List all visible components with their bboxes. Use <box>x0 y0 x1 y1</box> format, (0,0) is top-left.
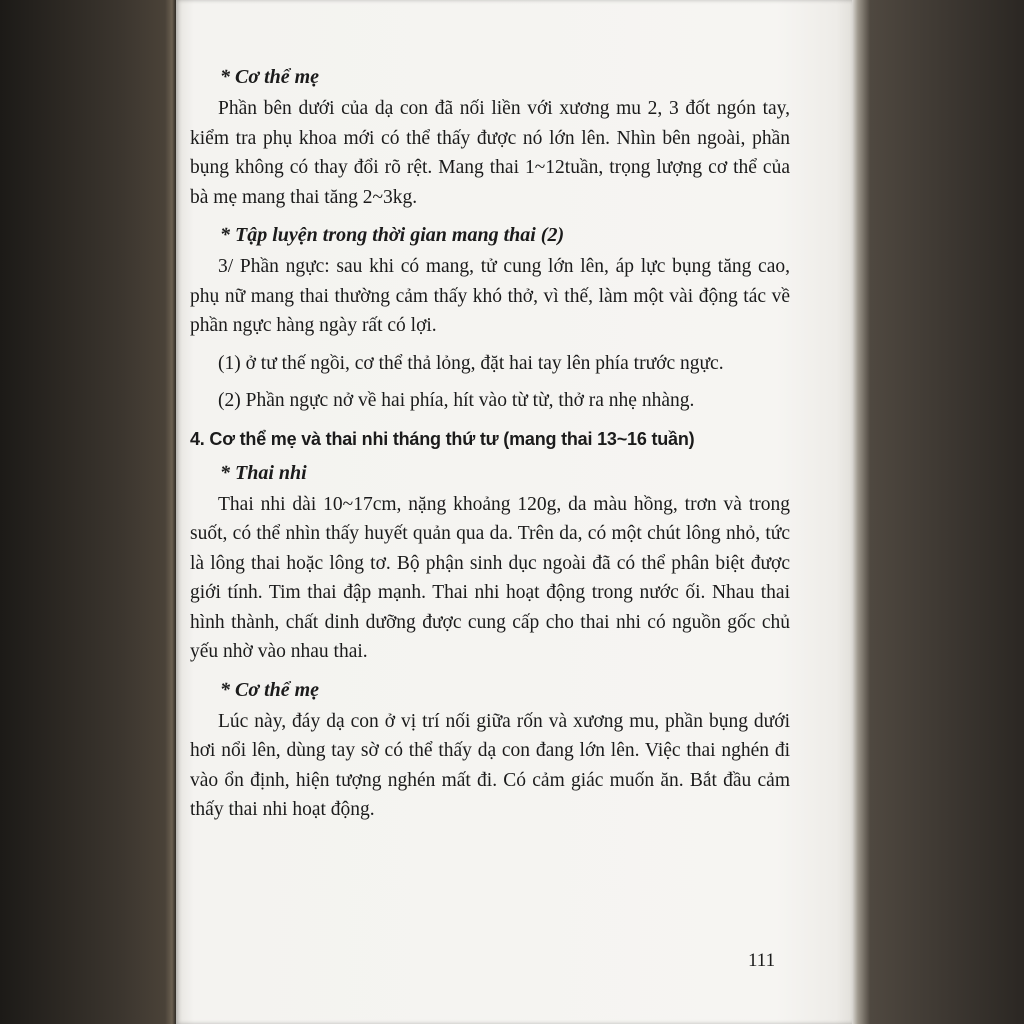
heading-tap-luyen: * Tập luyện trong thời gian mang thai (2) <box>220 224 565 246</box>
paragraph-2: 3/ Phần ngực: sau khi có mang, tử cung lớn lên, áp lực bụng tăng cao, phụ nữ mang thai thường cảm thấy khó thở, vì thế, làm một vài động tác về phần ngực hàng ngày rất có lợi. <box>190 256 790 336</box>
paragraph-4: (2) Phần ngực nở về hai phía, hít vào từ từ, thở ra nhẹ nhàng. <box>218 390 695 411</box>
heading-co-the-me-1: * Cơ thể mẹ <box>220 66 320 88</box>
paragraph-1: Phần bên dưới của dạ con đã nối liền với xương mu 2, 3 đốt ngón tay, kiểm tra phụ khoa mới có thể thấy được nó lớn lên. Nhìn bên ngoài, phần bụng không có thay đổi rõ rệt. Mang thai 1~12tuần, trọng lượng cơ thể của bà mẹ mang thai tăng 2~3kg. <box>190 98 790 208</box>
heading-thai-nhi: * Thai nhi <box>220 461 307 484</box>
paragraph-5: Thai nhi dài 10~17cm, nặng khoảng 120g, da màu hồng, trơn và trong suốt, có thể nhìn thấy huyết quản qua da. Trên da, có một chút lông nhỏ, tức là lông thai hoặc lông tơ. Bộ phận sinh dục ngoài đã có thể phân biệt được giới tính. Tim thai đập mạnh. Thai nhi hoạt động trong nước ối. Nhau thai hình thành, chất dinh dưỡng được cung cấp cho thai nhi có nguồn gốc chủ yếu nhờ vào nhau thai. <box>190 493 790 662</box>
section-4-title: 4. Cơ thể mẹ và thai nhi tháng thứ tư (mang thai 13~16 tuần) <box>190 428 695 449</box>
book-page <box>176 0 852 1024</box>
paragraph-3: (1) ở tư thế ngồi, cơ thể thả lỏng, đặt hai tay lên phía trước ngực. <box>218 352 724 374</box>
page-text-block <box>190 62 790 833</box>
page-number: 111 <box>748 950 776 971</box>
heading-co-the-me-2: * Cơ thể mẹ <box>220 678 320 701</box>
paragraph-6: Lúc này, đáy dạ con ở vị trí nối giữa rốn và xương mu, phần bụng dưới hơi nổi lên, dùng tay sờ có thể thấy dạ con đang lớn lên. Việc thai nghén đi vào ổn định, hiện tượng nghén mất đi. Có cảm giác muốn ăn. Bắt đầu cảm thấy thai nhi hoạt động. <box>190 710 790 820</box>
